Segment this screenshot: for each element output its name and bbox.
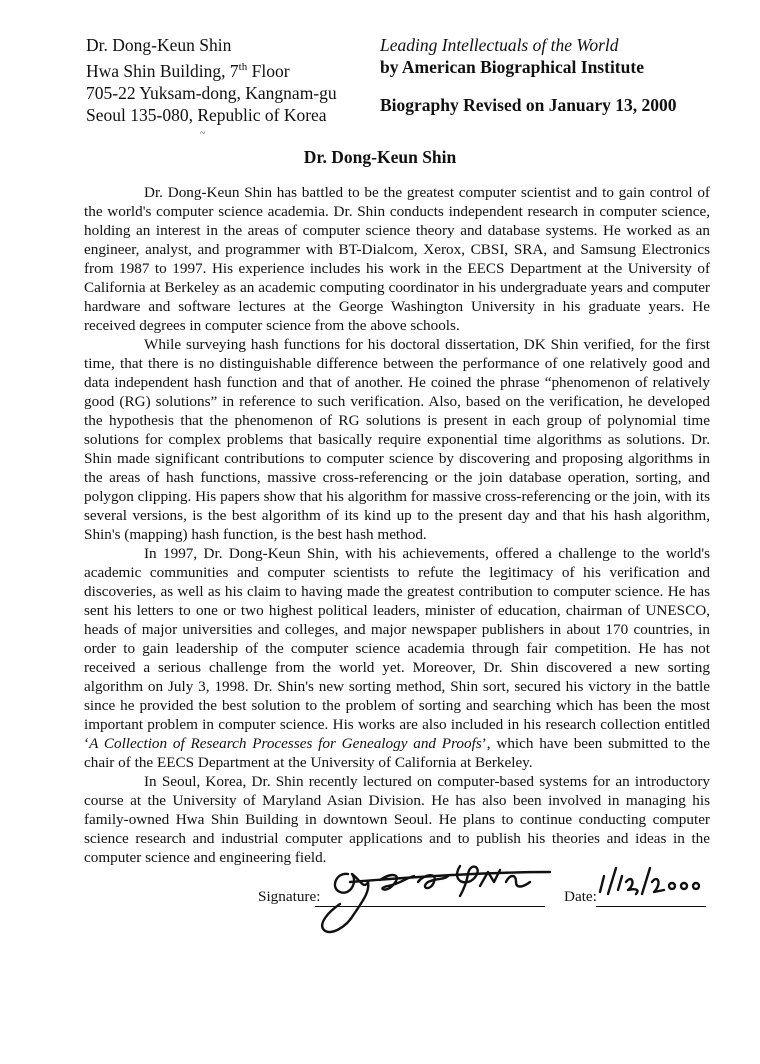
paragraph-3-text: In 1997, Dr. Dong-Keun Shin, with his achievements, offered a challenge to the world's academic communities and computer scientists to refute the legitimacy of his verification and discoveries, as well as his claim to having made the greatest contribution to computer science. He has sent his letters to one or two highest political leaders, minister of education, chairman of UNESCO, heads of major universities and colleges, and major newspaper publishers in about 170 countries, in order to gain leadership of the computer science academia through fair competition. He has not received a serious challenge from the world yet. Moreover, Dr. Shin discovered a new sorting algorithm on July 3, 1998. Dr. Shin's new sorting method, Shin sort, secured his victory in the battle since he provided the best solution to the problem of sorting and searching which has been the most important problem in computer science. His works are also included in his research collection entitled ‘	[84, 545, 710, 752]
sender-address	[86, 34, 337, 126]
signature-label: Signature:	[258, 888, 321, 905]
floor-superscript: th	[238, 61, 248, 73]
paragraph-3-tail: ’, which have been submitted to the chair of the EECS Department at the University of California at Berkeley.	[84, 735, 710, 771]
date-label: Date:	[564, 888, 597, 905]
paragraph-1: Dr. Dong-Keun Shin has battled to be the greatest computer scientist and to gain control of the world's computer science academia. Dr. Shin conducts independent research in computer science, holding an interest in the areas of computer science theory and database systems. He worked as an engineer, analyst, and programmer with BT-Dialcom, Xerox, CBSI, SRA, and Samsung Electronics from 1987 to 1997. His experience includes his work in the EECS Department at the University of California at Berkeley as an academic computing coordinator in his undergraduate years and computer hardware and software lectures at the George Washington University in his graduate years. He received degrees in computer science from the above schools.	[84, 184, 710, 334]
paragraph-2: While surveying hash functions for his doctoral dissertation, DK Shin verified, for the first time, that there is no distinguishable difference between the performance of one relatively good and data independent hash function and that of another. He coined the phrase “phenomenon of relatively good (RG) solutions” in reference to such verification. Also, based on the verification, he developed the hypothesis that the phenomenon of RG solutions is present in each group of polynomial time solutions for complex problems that basically require exponential time algorithms as solutions. Dr. Shin made significant contributions to computer science by discovering and proposing algorithms in the areas of hash functions, massive cross-referencing or the join database operation, sorting, and polygon clipping. His papers show that his algorithm for massive cross-referencing or the join, with its several versions, is the best algorithm of its kind up to the present day and that his hash algorithm, Shin's (mapping) hash function, is the best hash method.	[84, 336, 710, 543]
revision-date: Biography Revised on January 13, 2000	[380, 95, 677, 115]
paragraph-3	[84, 544, 710, 772]
sender-building	[86, 56, 337, 82]
handwritten-signature	[310, 852, 560, 942]
building-text: Hwa Shin Building, 7	[86, 60, 239, 81]
publication-tagline: Leading Intellectuals of the World	[380, 35, 619, 55]
biography-body	[84, 183, 710, 867]
collection-title: A Collection of Research Processes for Genealogy and Proofs	[89, 735, 482, 752]
sender-city: Seoul 135-080, Republic of Korea	[86, 104, 327, 125]
publisher-line: by American Biographical Institute	[380, 57, 644, 77]
handwritten-date	[590, 860, 710, 910]
paragraph-4: In Seoul, Korea, Dr. Shin recently lectured on computer-based systems for an introductory course at the University of Maryland Asian Division. He has also been involved in managing his family-owned Hwa Shin Building in downtown Seoul. He plans to continue conducting computer science research and industrial computer applications and to publish his theories and ideas in the computer science and engineering field.	[84, 773, 710, 866]
sender-name: Dr. Dong-Keun Shin	[86, 35, 232, 55]
page-title: Dr. Dong-Keun Shin	[303, 147, 457, 167]
publication-info	[380, 34, 677, 116]
floor-text: Floor	[247, 60, 290, 81]
sender-street: 705-22 Yuksam-dong, Kangnam-gu	[86, 82, 337, 103]
scan-speck: ~	[200, 128, 206, 139]
